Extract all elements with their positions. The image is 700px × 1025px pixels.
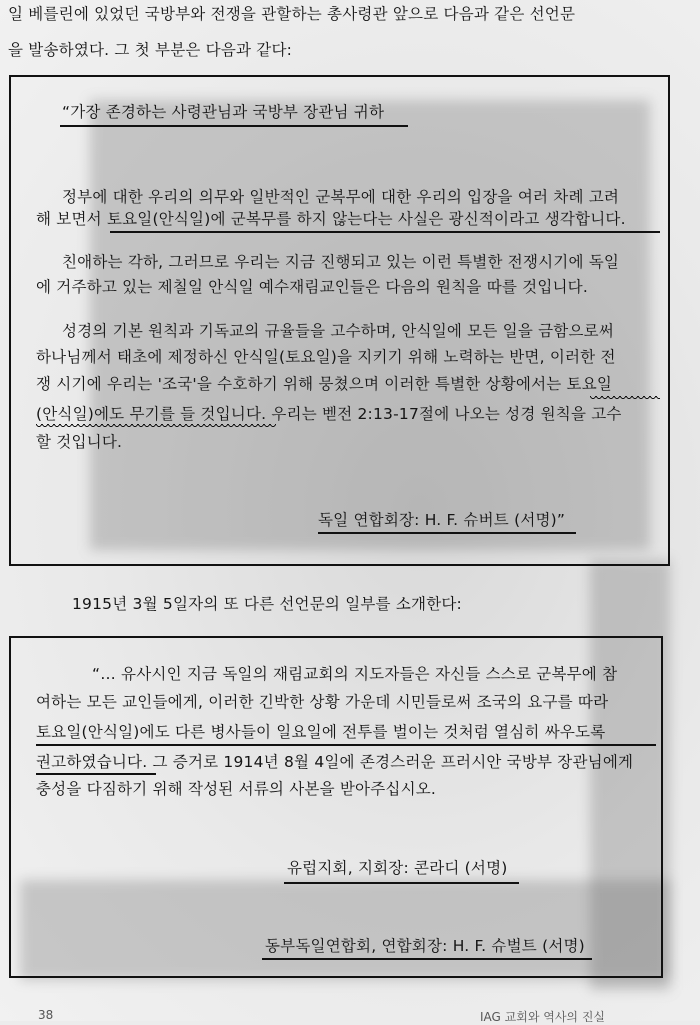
signature-underline xyxy=(284,882,519,884)
running-title: IAG 교회와 역사의 진실 xyxy=(480,1010,606,1024)
paragraph-line: 쟁 시기에 우리는 '조국'을 수호하기 위해 뭉쳤으며 이러한 특별한 상황에서는 토요일 xyxy=(36,375,613,393)
intro-line: 일 베를린에 있었던 국방부와 전쟁을 관할하는 총사령관 앞으로 다음과 같은 선언문 xyxy=(8,5,576,23)
paragraph-line: 에 거주하고 있는 제칠일 안식일 예수재림교인들은 다음의 원칙을 따를 것입니다. xyxy=(36,278,588,296)
signature-underline xyxy=(318,532,576,534)
salutation-underline xyxy=(60,125,408,127)
signature-underline xyxy=(262,958,592,960)
handwritten-underline xyxy=(36,744,656,746)
paragraph-line: 하나님께서 태초에 제정하신 안식일(토요일)을 지키기 위해 노력하는 반면, 이러한 전 xyxy=(36,348,616,366)
intro-line: 을 발송하였다. 그 첫 부분은 다음과 같다: xyxy=(8,41,293,59)
handwritten-underline xyxy=(36,773,156,775)
signature-line: 독일 연합회장: H. F. 슈버트 (서명)” xyxy=(318,511,566,529)
paragraph-line: 성경의 기본 원칙과 기독교의 규율들을 고수하며, 안식일에 모든 일을 금함으로써 xyxy=(62,322,614,340)
signature-line: 동부독일연합회, 연합회장: H. F. 슈벌트 (서명) xyxy=(265,937,585,955)
paragraph-line: (안식일)에도 무기를 들 것입니다. 우리는 벧전 2:13-17절에 나오는 성경 원칙을 고수 xyxy=(36,405,622,423)
quote-line: “… 유사시인 지금 독일의 재림교회의 지도자들은 자신들 스스로 군복무에 참 xyxy=(92,665,618,683)
quote-line: 충성을 다짐하기 위해 작성된 서류의 사본을 받아주십시오. xyxy=(36,780,437,798)
quote-line: 권고하였습니다. 그 증거로 1914년 8월 4일에 존경스러운 프러시안 국방부 장관님에게 xyxy=(36,753,634,771)
salutation: “가장 존경하는 사령관님과 국방부 장관님 귀하 xyxy=(62,103,385,121)
quote-line: 토요일(안식일)에도 다른 병사들이 일요일에 전투를 벌이는 것처럼 열심히 싸우도록 xyxy=(36,723,606,741)
quote-box-2 xyxy=(9,636,663,978)
paragraph-line: 친애하는 각하, 그러므로 우리는 지금 진행되고 있는 이런 특별한 전쟁시기에 독일 xyxy=(62,253,620,271)
paragraph-line: 해 보면서 토요일(안식일)에 군복무를 하지 않는다는 사실은 광신적이라고 생각합니다. xyxy=(36,210,626,228)
paragraph-line: 할 것입니다. xyxy=(36,433,123,451)
handwritten-underline xyxy=(110,231,660,233)
section-intro: 1915년 3월 5일자의 또 다른 선언문의 일부를 소개한다: xyxy=(72,595,462,613)
page-number: 38 xyxy=(38,1008,54,1022)
quote-line: 여하는 모든 교인들에게, 이러한 긴박한 상황 가운데 시민들로써 조국의 요구를 따라 xyxy=(36,693,609,711)
paragraph-line: 정부에 대한 우리의 의무와 일반적인 군복무에 대한 우리의 입장을 여러 차례 고려 xyxy=(62,188,620,206)
signature-line: 유럽지회, 지회장: 콘라디 (서명) xyxy=(287,859,508,877)
